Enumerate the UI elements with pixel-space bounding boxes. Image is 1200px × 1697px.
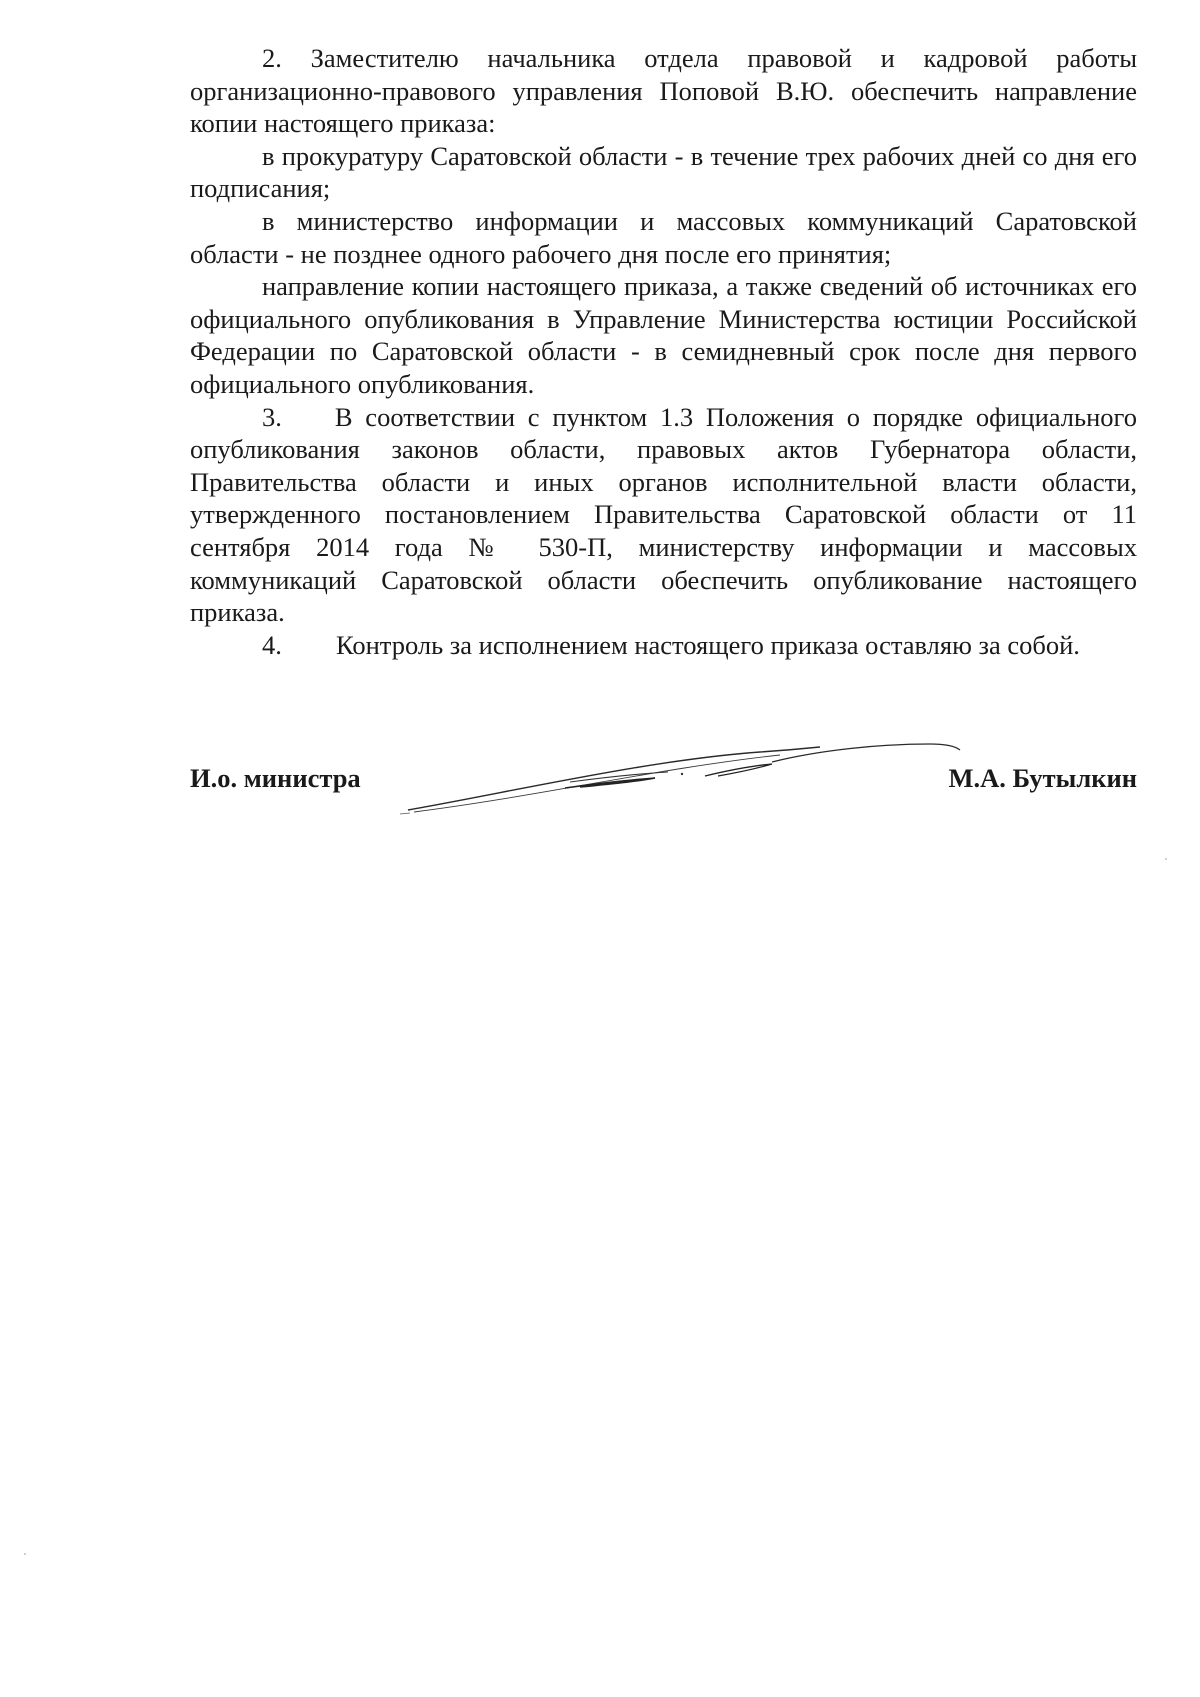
paragraph-4-text: Контроль за исполнением настоящего приказа оставляю за собой. bbox=[336, 629, 1080, 660]
signatory-position: И.о. министра bbox=[190, 763, 361, 793]
paragraph-justice: направление копии настоящего приказа, а также сведений об источниках его официального опубликования в Управление Министерства юстиции Российской Федерации по Саратовской области - в семидневный срок после дня первого официального опубликования. bbox=[190, 271, 1137, 399]
paragraph-2: 2. Заместителю начальника отдела правовой и кадровой работы организационно-правового управления Поповой В.Ю. обеспечить направление копии настоящего приказа: bbox=[190, 43, 1137, 139]
scan-speck bbox=[24, 1553, 26, 1555]
paragraph-4-number: 4. bbox=[262, 629, 282, 660]
signatory-name: М.А. Бутылкин bbox=[948, 763, 1137, 793]
paragraph-prosecutor: в прокуратуру Саратовской области - в течение трех рабочих дней со дня его подписания; bbox=[190, 140, 1137, 204]
document-body bbox=[190, 42, 1137, 661]
paragraph-ministry-info: в министерство информации и массовых коммуникаций Саратовской области - не позднее одного рабочего дня после его принятия; bbox=[190, 205, 1137, 269]
signature-block bbox=[190, 763, 1137, 803]
paragraph-3: 3. В соответствии с пунктом 1.3 Положения о порядке официального опубликования законов области, правовых актов Губернатора области, Правительства области и иных органов исполнительной власти области, утвержденного постановлением Правительства Саратовской области от 11 сентября 2014 года № 530-П, министерству информации и массовых коммуникаций Саратовской области обеспечить опубликование настоящего приказа. bbox=[190, 401, 1137, 628]
scan-speck bbox=[1165, 858, 1167, 860]
paragraph-4 bbox=[190, 629, 1137, 662]
